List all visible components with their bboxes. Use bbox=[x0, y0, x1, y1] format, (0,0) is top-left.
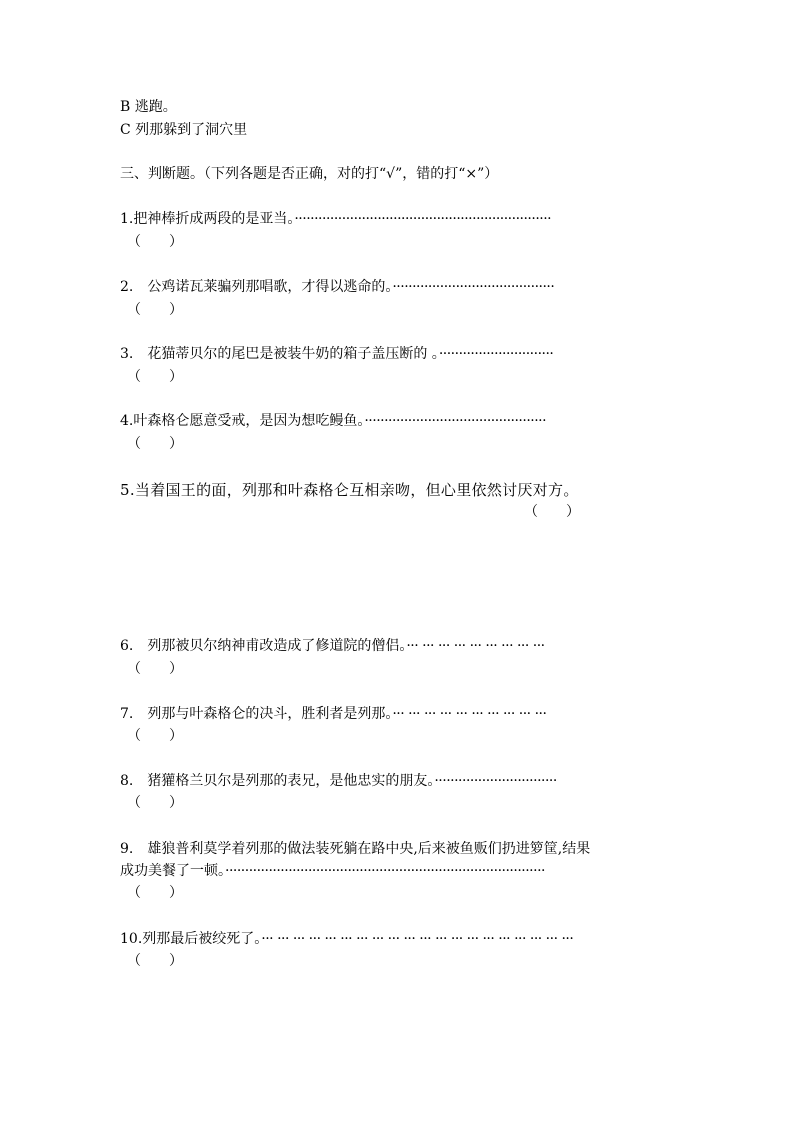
question-6 bbox=[120, 637, 545, 655]
question-9-line2 bbox=[120, 862, 545, 880]
question-text: 8. 猪獾格兰贝尔是列那的表兄，是他忠实的朋友。 bbox=[120, 773, 435, 789]
question-text: 3. 花猫蒂贝尔的尾巴是被装牛奶的箱子盖压断的 。 bbox=[120, 346, 439, 362]
dot-leader: ················································································· bbox=[225, 863, 545, 879]
answer-paren-10: （ ） bbox=[127, 953, 183, 969]
option-c: C 列那躲到了洞穴里 bbox=[120, 122, 248, 138]
answer-paren-1: （ ） bbox=[127, 234, 183, 250]
question-text: 4.叶森格仑愿意受戒，是因为想吃鳗鱼。 bbox=[120, 413, 365, 429]
section-heading: 三、判断题。（下列各题是否正确，对的打“√”，错的打“×”） bbox=[120, 166, 499, 182]
answer-paren-4: （ ） bbox=[127, 436, 183, 452]
dot-leader: ································································· bbox=[294, 211, 552, 227]
question-text: 2. 公鸡诺瓦莱骗列那唱歌，才得以逃命的。 bbox=[120, 279, 393, 295]
answer-paren-7: （ ） bbox=[127, 728, 183, 744]
question-1 bbox=[120, 210, 551, 228]
answer-paren-5: （ ） bbox=[524, 504, 580, 520]
dot-leader: ······························· bbox=[434, 773, 557, 789]
question-text: 1.把神棒折成两段的是亚当。 bbox=[120, 211, 295, 227]
dot-leader: ··· ··· ··· ··· ··· ··· ··· ··· ··· ··· bbox=[392, 706, 547, 722]
question-8 bbox=[120, 772, 557, 790]
dot-leader: ··· ··· ··· ··· ··· ··· ··· ··· ··· bbox=[406, 638, 545, 654]
question-4 bbox=[120, 412, 546, 430]
answer-paren-9: （ ） bbox=[127, 885, 183, 901]
question-text: 7. 列那与叶森格仑的决斗，胜利者是列那。 bbox=[120, 706, 393, 722]
question-text: 10.列那最后被绞死了。 bbox=[120, 931, 262, 947]
dot-leader: ·············································· bbox=[364, 413, 547, 429]
dot-leader: ··· ··· ··· ··· ··· ··· ··· ··· ··· ··· ··· ··· ··· ··· ··· ··· ··· ··· ··· ··· bbox=[261, 931, 574, 947]
answer-paren-2: （ ） bbox=[127, 302, 183, 318]
answer-paren-8: （ ） bbox=[127, 795, 183, 811]
dot-leader: ····························· bbox=[438, 346, 554, 362]
question-text: 成功美餐了一顿。 bbox=[120, 863, 225, 879]
question-text: 5.当着国王的面，列那和叶森格仑互相亲吻，但心里依然讨厌对方。 bbox=[120, 481, 579, 499]
question-2 bbox=[120, 278, 554, 296]
option-b: B 逃跑。 bbox=[120, 99, 177, 115]
question-text: 6. 列那被贝尔纳神甫改造成了修道院的僧侣。 bbox=[120, 638, 407, 654]
answer-paren-3: （ ） bbox=[127, 369, 183, 385]
question-7 bbox=[120, 705, 546, 723]
answer-paren-6: （ ） bbox=[127, 661, 183, 677]
dot-leader: ········································· bbox=[392, 279, 555, 295]
question-9 bbox=[120, 840, 590, 858]
question-10 bbox=[120, 930, 573, 948]
question-3 bbox=[120, 345, 553, 363]
question-5 bbox=[120, 481, 579, 499]
question-text: 9. 雄狼普利莫学着列那的做法装死躺在路中央,后来被鱼贩们扔进箩筐,结果 bbox=[120, 841, 591, 857]
